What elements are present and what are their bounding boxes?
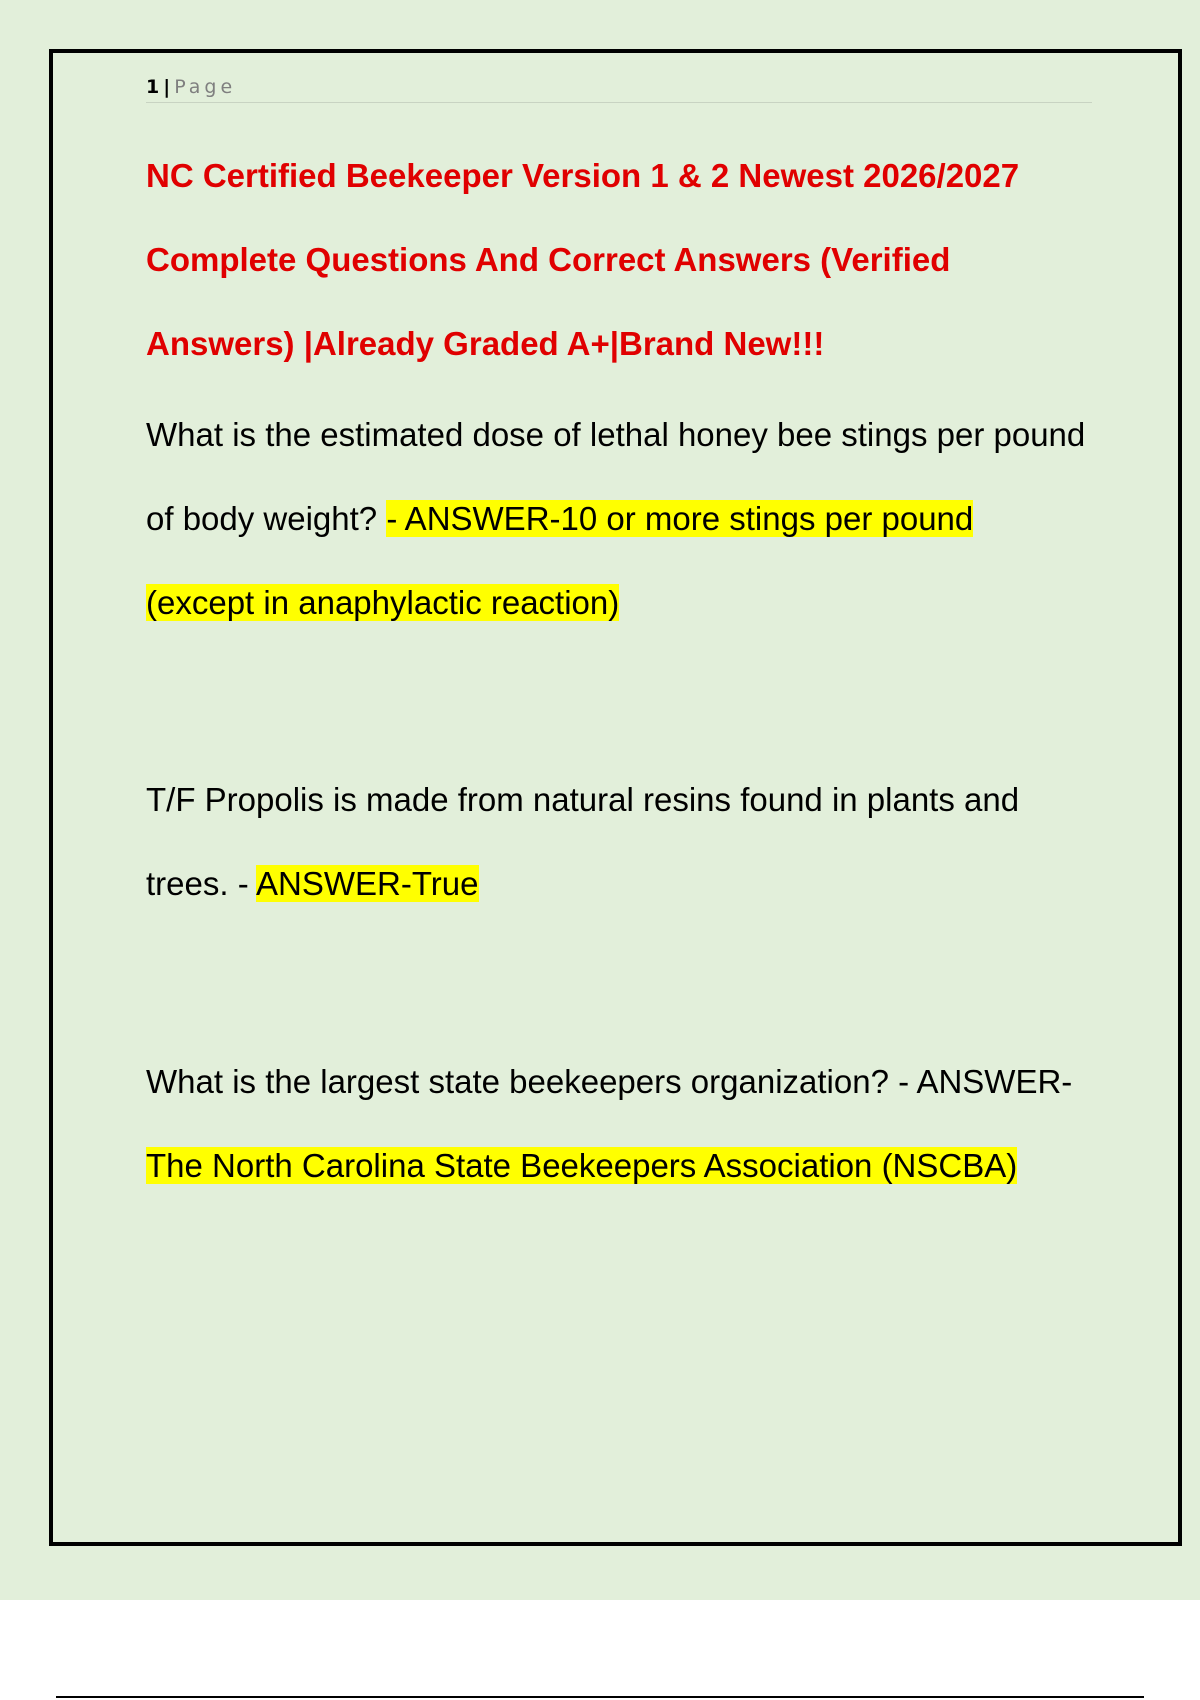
next-page-rule [56,1696,1144,1698]
header-separator: | [163,76,171,98]
answer-highlight-1: - ANSWER-10 or more stings per pound (except in anaphylactic reaction) [146,500,974,621]
page-header [146,74,1092,103]
question-block-2 [146,758,1086,926]
page-number: 1 [146,76,160,98]
page-label: Page [174,76,237,98]
answer-highlight-3: The North Carolina State Beekeepers Association (NSCBA) [146,1147,1018,1184]
answer-highlight-2: ANSWER-True [256,865,479,902]
question-text-2: T/F Propolis is made from natural resins found in plants and trees. - [146,781,1020,902]
question-block-1 [146,393,1086,645]
question-text-1: What is the estimated dose of lethal honey bee stings per pound of body weight? [146,416,1086,537]
question-text-3: What is the largest state beekeepers organization? - ANSWER- [146,1063,1073,1100]
question-block-3 [146,1040,1086,1208]
document-title: NC Certified Beekeeper Version 1 & 2 Newest 2026/2027 Complete Questions And Correct Answers (Verified Answers) |Already Graded A+|Brand New!!! [146,157,1020,362]
